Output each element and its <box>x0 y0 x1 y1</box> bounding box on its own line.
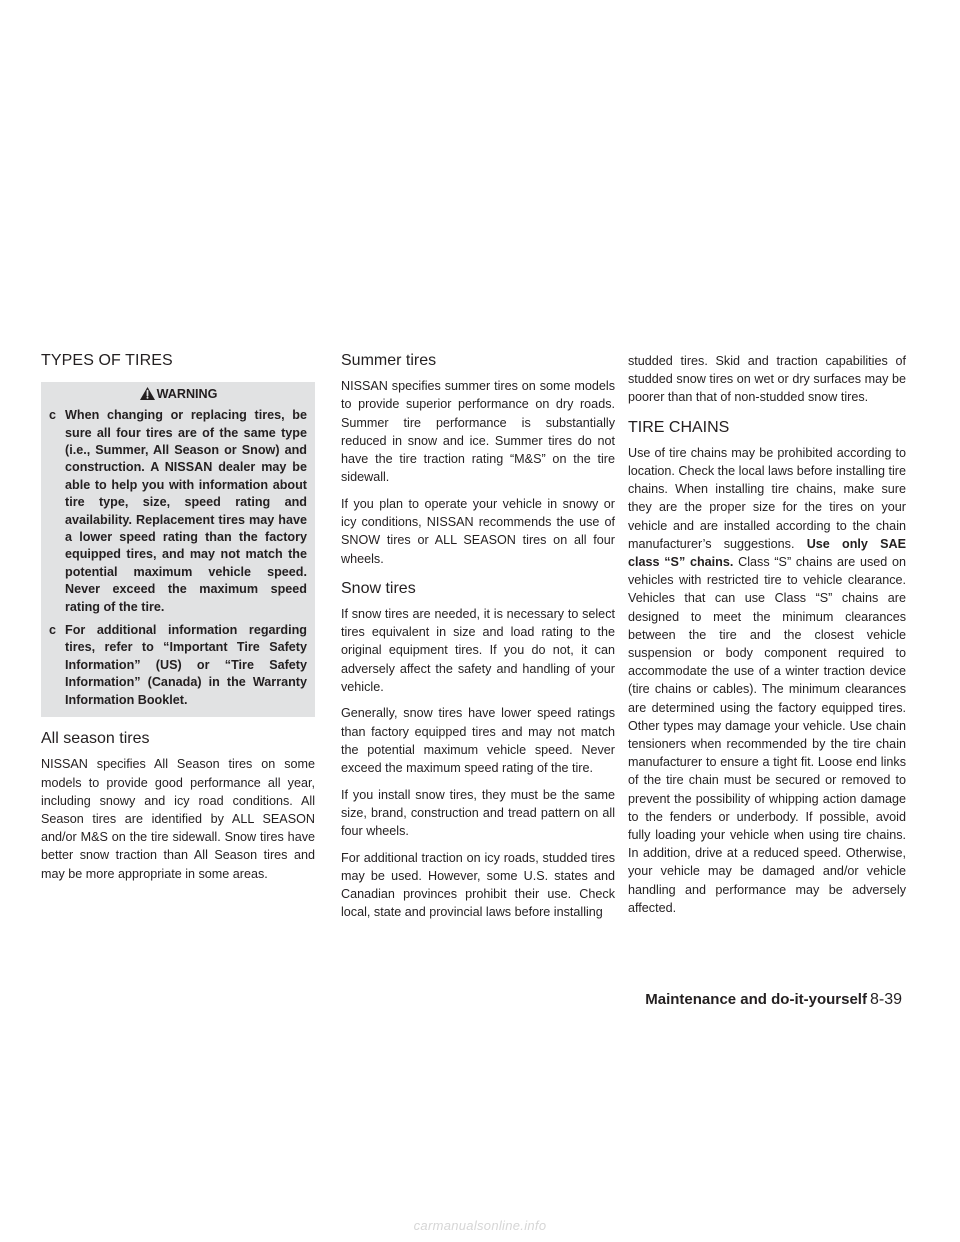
paragraph: If you plan to operate your vehicle in snowy or icy conditions, NISSAN recommends the use of SNOW tires or ALL SEASON tires on all four wheels. <box>341 496 615 566</box>
warning-bullet-text: When changing or replacing tires, be sure all four tires are of the same type (i.e., Summer, All Season or Snow) and construction. A NISSAN dealer may be able to help you with information about tire type, size, speed rating and availability. Replacement tires may have a lower speed rating than the factory equipped tires, and may not match the potential maximum vehicle speed. Never exceed the maximum speed rating of the tire. <box>65 408 307 614</box>
paragraph: NISSAN specifies summer tires on some models to provide superior performance on dry roads. Summer tire performance is substantially reduced in snow and ice. Summer tires do not have the tire traction rating “M&S” on the tire sidewall. <box>341 379 615 485</box>
subheading-all-season-tires: All season tires <box>41 730 150 748</box>
subheading-snow-tires: Snow tires <box>341 579 416 597</box>
bold-text-run: Use only SAE class “S” chains. <box>628 536 907 570</box>
subheading-summer-tires: Summer tires <box>341 352 437 369</box>
bullet-marker: c <box>49 623 57 638</box>
column-1 <box>41 352 315 891</box>
paragraph: NISSAN specifies All Season tires on some models to provide good performance all year, including snowy and icy road conditions. All Season tires are identified by ALL SEASON and/or M&S on the tire sidewall. Snow tires have better snow traction than All Season tires and may be more appropriate in some areas. <box>41 757 315 881</box>
warning-label: WARNING <box>156 387 218 402</box>
footer-section-title: Maintenance and do-it-yourself <box>645 991 867 1008</box>
paragraph-continued: studded tires. Skid and traction capabilities of studded snow tires on wet or dry surfaces may be poorer than that of non-studded snow tires. <box>628 354 906 405</box>
section-heading-tire-chains: TIRE CHAINS <box>628 418 730 436</box>
paragraph: If you install snow tires, they must be the same size, brand, construction and tread pattern on all four wheels. <box>341 787 615 839</box>
warning-icon <box>139 386 156 401</box>
column-2 <box>341 352 615 930</box>
page-footer <box>645 991 902 1009</box>
paragraph: For additional traction on icy roads, studded tires may be used. However, some U.S. states and Canadian provinces prohibit their use. Check local, state and provincial laws before installing <box>341 850 615 920</box>
section-heading-types-of-tires: TYPES OF TIRES <box>41 352 173 369</box>
warning-bullet <box>49 622 307 709</box>
paragraph: Generally, snow tires have lower speed ratings than factory equipped tires and may not match the potential maximum vehicle speed. Never exceed the maximum speed rating of the tire. <box>341 706 615 776</box>
page-number: 8-39 <box>869 991 902 1008</box>
column-3 <box>628 352 906 926</box>
warning-bullet <box>49 407 307 616</box>
warning-bullet-text: For additional information regarding tires, refer to “Important Tire Safety Information” (US) or “Tire Safety Information” (Canada) in the Warranty Information Booklet. <box>65 623 307 707</box>
warning-box <box>41 382 315 717</box>
text-run: Use of tire chains may be prohibited according to location. Check the local laws before installing tire chains. When installing tire chains, make sure they are the proper size for the tires on your vehicle and are installed according to the chain manufacturer’s suggestions. <box>628 445 906 551</box>
watermark: carmanualsonline.info <box>413 1218 547 1233</box>
paragraph <box>628 444 906 917</box>
warning-title <box>49 382 307 407</box>
bullet-marker: c <box>49 408 57 423</box>
text-run: Class “S” chains are used on vehicles with restricted tire to vehicle clearance. Vehicles that can use Class “S” chains are designed to meet the minimum clearances between the tire and the closest vehicle suspension or body component required to accommodate the use of a winter traction device (tire chains or cables). The minimum clearances are determined using the factory equipped tires. Other types may damage your vehicle. Use chain tensioners when recommended by the tire chain manufacturer to ensure a tight fit. Loose end links of the tire chain must be secured or removed to prevent the possibility of whipping action damage to the fenders or underbody. If possible, avoid fully loading your vehicle when using tire chains. In addition, drive at a reduced speed. Otherwise, your vehicle may be damaged and/or vehicle handling and performance may be adversely affected. <box>628 555 907 915</box>
paragraph: If snow tires are needed, it is necessary to select tires equivalent in size and load rating to the original equipment tires. If you do not, it can adversely affect the safety and handling of your vehicle. <box>341 606 615 694</box>
